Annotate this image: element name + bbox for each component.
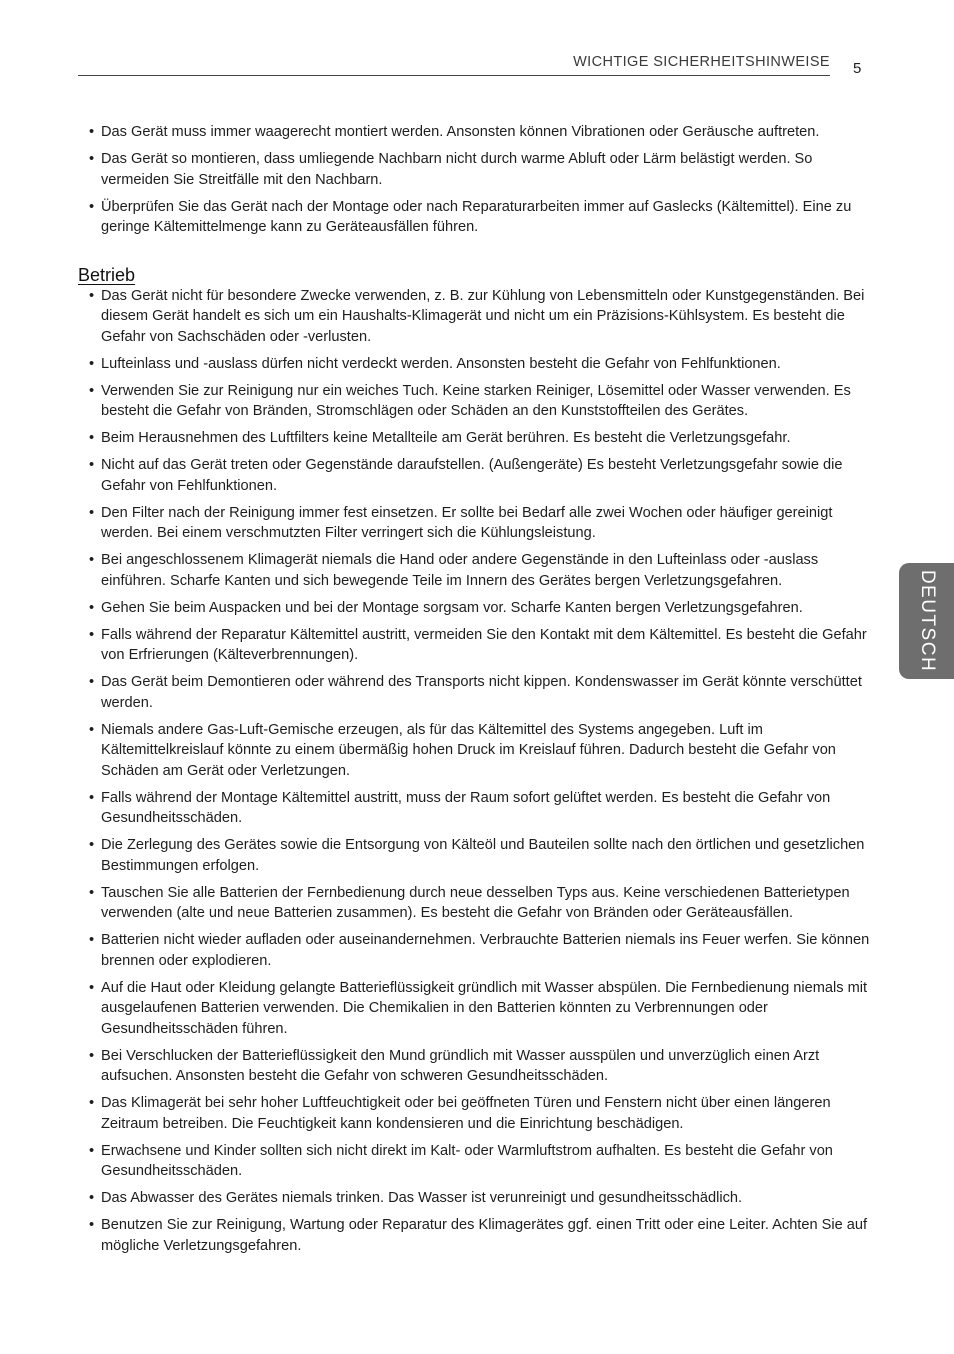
list-item: • Das Gerät nicht für besondere Zwecke verwenden, z. B. zur Kühlung von Lebensmitteln oder Kunstgegenständen. Bei diesem Gerät handelt es sich um ein Haushalts-Klimagerät und nicht um ein Präzisions-Kühlsystem. Es besteht die Gefahr von Sachschäden oder -verlusten. bbox=[78, 286, 870, 348]
list-item: • Tauschen Sie alle Batterien der Fernbedienung durch neue desselben Typs aus. Keine verschiedenen Batterietypen verwenden (alte und neue Batterien zusammen). Es besteht die Gefahr von Bränden oder Geräteausfällen. bbox=[78, 883, 870, 924]
list-item: • Das Gerät beim Demontieren oder während des Transports nicht kippen. Kondenswasser im Gerät könnte verschüttet werden. bbox=[78, 672, 870, 713]
header-divider bbox=[78, 75, 830, 76]
operation-list bbox=[78, 286, 870, 1257]
list-item: • Batterien nicht wieder aufladen oder auseinandernehmen. Verbrauchte Batterien niemals ins Feuer werfen. Sie können brennen oder explodieren. bbox=[78, 930, 870, 971]
list-item: • Benutzen Sie zur Reinigung, Wartung oder Reparatur des Klimagerätes ggf. einen Tritt oder eine Leiter. Achten Sie auf mögliche Verletzungsgefahren. bbox=[78, 1215, 870, 1256]
list-item: • Falls während der Montage Kältemittel austritt, muss der Raum sofort gelüftet werden. Es besteht die Gefahr von Gesundheitsschäden. bbox=[78, 788, 870, 829]
page-number: 5 bbox=[853, 60, 862, 77]
list-item: • Erwachsene und Kinder sollten sich nicht direkt im Kalt- oder Warmluftstrom aufhalten. Es besteht die Gefahr von Gesundheitsschäden. bbox=[78, 1141, 870, 1182]
list-item: • Das Abwasser des Gerätes niemals trinken. Das Wasser ist verunreinigt und gesundheitsschädlich. bbox=[78, 1188, 870, 1209]
language-tab-label: DEUTSCH bbox=[917, 569, 938, 673]
list-item: • Überprüfen Sie das Gerät nach der Montage oder nach Reparaturarbeiten immer auf Gaslecks (Kältemittel). Eine zu geringe Kältemittelmenge kann zu Geräteausfällen führen. bbox=[78, 197, 870, 238]
list-item: • Das Klimagerät bei sehr hoher Luftfeuchtigkeit oder bei geöffneten Türen und Fenstern nicht über einen längeren Zeitraum betreiben. Die Feuchtigkeit kann kondensieren und die Einrichtung beschädigen. bbox=[78, 1093, 870, 1134]
list-item: • Auf die Haut oder Kleidung gelangte Batterieflüssigkeit gründlich mit Wasser abspülen. Die Fernbedienung niemals mit ausgelaufenen Batterien verwenden. Die Chemikalien in den Batterien könnten zu Verbrennungen oder Gesundheitsschäden führen. bbox=[78, 978, 870, 1040]
list-item: • Beim Herausnehmen des Luftfilters keine Metallteile am Gerät berühren. Es besteht die Verletzungsgefahr. bbox=[78, 428, 870, 449]
list-item: • Gehen Sie beim Auspacken und bei der Montage sorgsam vor. Scharfe Kanten bergen Verletzungsgefahren. bbox=[78, 598, 870, 619]
header-title: WICHTIGE SICHERHEITSHINWEISE bbox=[573, 54, 830, 70]
list-item: • Das Gerät so montieren, dass umliegende Nachbarn nicht durch warme Abluft oder Lärm belästigt werden. So vermeiden Sie Streitfälle mit den Nachbarn. bbox=[78, 149, 870, 190]
list-item: • Bei Verschlucken der Batterieflüssigkeit den Mund gründlich mit Wasser ausspülen und unverzüglich einen Arzt aufsuchen. Ansonsten besteht die Gefahr von schweren Gesundheitsschäden. bbox=[78, 1046, 870, 1087]
list-item: • Das Gerät muss immer waagerecht montiert werden. Ansonsten können Vibrationen oder Geräusche auftreten. bbox=[78, 122, 870, 143]
list-item: • Falls während der Reparatur Kältemittel austritt, vermeiden Sie den Kontakt mit dem Kältemittel. Es besteht die Gefahr von Erfrierungen (Kälteverbrennungen). bbox=[78, 625, 870, 666]
list-item: • Den Filter nach der Reinigung immer fest einsetzen. Er sollte bei Bedarf alle zwei Wochen oder häufiger gereinigt werden. Bei einem verschmutzten Filter verringert sich die Kühlungsleistung. bbox=[78, 503, 870, 544]
list-item: • Bei angeschlossenem Klimagerät niemals die Hand oder andere Gegenstände in den Lufteinlass oder -auslass einführen. Scharfe Kanten und sich bewegende Teile im Innern des Gerätes bergen Verletzungsgefahren. bbox=[78, 550, 870, 591]
list-item: • Verwenden Sie zur Reinigung nur ein weiches Tuch. Keine starken Reiniger, Lösemittel oder Wasser verwenden. Es besteht die Gefahr von Bränden, Stromschlägen oder Schäden an den Kunststoffteilen des Gerätes. bbox=[78, 381, 870, 422]
list-item: • Nicht auf das Gerät treten oder Gegenstände daraufstellen. (Außengeräte) Es besteht Verletzungsgefahr sowie die Gefahr von Fehlfunktionen. bbox=[78, 455, 870, 496]
page-content bbox=[78, 122, 870, 1263]
language-tab bbox=[899, 563, 954, 679]
list-item: • Lufteinlass und -auslass dürfen nicht verdeckt werden. Ansonsten besteht die Gefahr von Fehlfunktionen. bbox=[78, 354, 870, 375]
list-item: • Niemals andere Gas-Luft-Gemische erzeugen, als für das Kältemittel des Systems angegeben. Luft im Kältemittelkreislauf könnte zu einem übermäßig hohen Druck im Kreislauf führen. Dadurch besteht die Gefahr von Schäden am Gerät oder Verletzungen. bbox=[78, 720, 870, 782]
intro-list bbox=[78, 122, 870, 238]
section-heading: Betrieb bbox=[78, 264, 136, 285]
list-item: • Die Zerlegung des Gerätes sowie die Entsorgung von Kälteöl und Bauteilen sollte nach den örtlichen und gesetzlichen Bestimmungen erfolgen. bbox=[78, 835, 870, 876]
